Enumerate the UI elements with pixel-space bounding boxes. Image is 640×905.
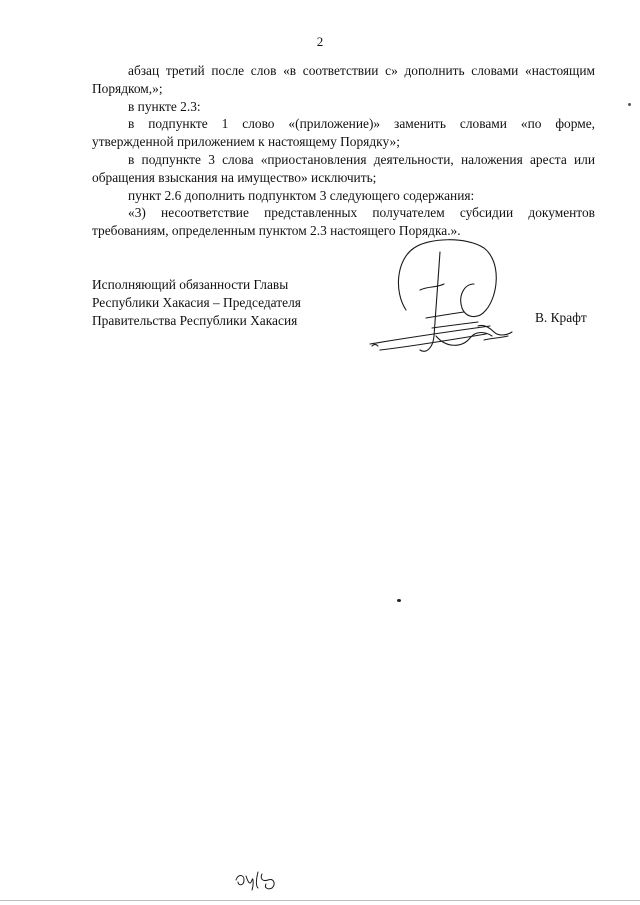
paragraph: пункт 2.6 дополнить подпунктом 3 следующего содержания: bbox=[128, 187, 475, 203]
paragraph: «3) несоответствие представленных получателем субсидии документов требованиям, определенным пунктом 2.3 настоящего Порядка.». bbox=[92, 205, 595, 239]
position-line: Правительства Республики Хакасия bbox=[92, 312, 298, 328]
page-edge bbox=[0, 900, 640, 901]
signatory-name: В. Крафт bbox=[535, 310, 587, 325]
paragraph: абзац третий после слов «в соответствии с» дополнить словами «настоящим Порядком,»; bbox=[92, 63, 595, 96]
signatory-position bbox=[92, 276, 352, 329]
paragraph: в пункте 2.3: bbox=[128, 98, 201, 114]
paragraph: в подпункте 1 слово «(приложение)» заменить словами «по форме, утвержденной приложением к настоящему Порядку»; bbox=[92, 116, 595, 150]
handwritten-initials bbox=[232, 866, 282, 894]
handwritten-signature bbox=[366, 232, 531, 364]
stray-mark bbox=[397, 599, 401, 602]
position-line: Республики Хакасия – Председателя bbox=[92, 294, 301, 310]
document-body bbox=[92, 62, 595, 240]
paragraph: в подпункте 3 слова «приостановления деятельности, наложения ареста или обращения взыскания на имущество» исключить; bbox=[92, 151, 595, 185]
position-line: Исполняющий обязанности Главы bbox=[92, 277, 289, 292]
margin-dot bbox=[628, 103, 631, 106]
page-number: 2 bbox=[316, 34, 324, 49]
